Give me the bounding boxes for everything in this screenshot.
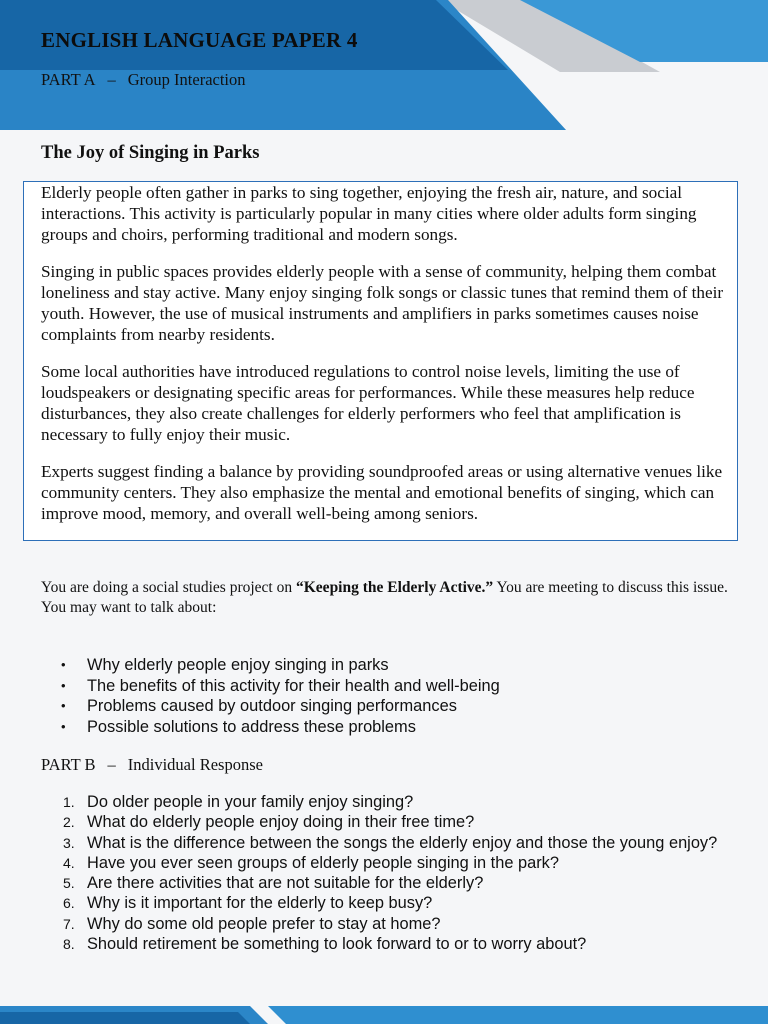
task-intro-after: You are meeting to discuss this issue. xyxy=(493,579,728,596)
question-text: Do older people in your family enjoy singing? xyxy=(87,793,414,811)
list-item-text: Problems caused by outdoor singing performances xyxy=(87,697,457,715)
part-a-label: PART A xyxy=(41,70,96,89)
question-item xyxy=(41,792,741,812)
article-paragraph: Some local authorities have introduced regulations to control noise levels, limiting the use of loudspeakers or designating specific areas for performances. While these measures help reduce disturbances, they also create challenges for elderly performers who feel that amplification is necessary to fully enjoy their music. xyxy=(41,362,695,444)
question-number: 4. xyxy=(63,854,75,871)
project-title: “Keeping the Elderly Active.” xyxy=(296,579,494,596)
bullet-icon: • xyxy=(61,677,66,693)
article-paragraph: Elderly people often gather in parks to sing together, enjoying the fresh air, nature, and social interactions. This activity is particularly popular in many cities where older adults form singing groups and choirs, performing traditional and modern songs. xyxy=(41,183,697,244)
task-prompt: You may want to talk about: xyxy=(41,598,217,616)
article-paragraph: Singing in public spaces provides elderly people with a sense of community, helping them combat loneliness and stay active. Many enjoy singing folk songs or classic tunes that remind them of their youth. However, the use of musical instruments and amplifiers in parks sometimes causes noise complaints from nearby residents. xyxy=(41,262,724,344)
question-item xyxy=(41,833,741,853)
question-text: Why do some old people prefer to stay at home? xyxy=(87,914,441,933)
list-item xyxy=(41,676,500,697)
part-a-dash: – xyxy=(107,70,116,89)
question-number: 5. xyxy=(63,875,75,892)
footer-light-blue-band xyxy=(268,1006,768,1024)
question-text: What is the difference between the songs the elderly enjoy and those the young enjoy? xyxy=(87,833,718,852)
discussion-points-list xyxy=(41,655,500,737)
question-number: 6. xyxy=(63,895,75,912)
list-item-text: The benefits of this activity for their health and well-being xyxy=(87,676,500,695)
list-item xyxy=(41,655,500,676)
article-title: The Joy of Singing in Parks xyxy=(41,143,260,163)
article-passage-box xyxy=(23,181,738,541)
question-number: 7. xyxy=(63,915,75,932)
bullet-icon: • xyxy=(61,657,66,672)
question-text: Should retirement be something to look forward to or to worry about? xyxy=(87,935,587,954)
question-number: 1. xyxy=(63,794,75,810)
question-text: Are there activities that are not suitable for the elderly? xyxy=(87,874,484,893)
part-b-heading xyxy=(41,755,263,775)
question-text: Have you ever seen groups of elderly people singing in the park? xyxy=(87,853,559,872)
task-instructions xyxy=(41,578,741,617)
part-a-title: Group Interaction xyxy=(127,70,246,89)
question-item xyxy=(41,914,741,934)
list-item-text: Possible solutions to address these problems xyxy=(87,717,416,736)
footer-dark-blue-band xyxy=(0,1012,250,1024)
question-text: Why is it important for the elderly to keep busy? xyxy=(87,894,433,913)
questions-list xyxy=(41,792,741,954)
question-number: 3. xyxy=(63,834,75,851)
bullet-icon: • xyxy=(61,698,66,713)
footer-banner xyxy=(0,998,768,1024)
part-b-dash: – xyxy=(107,755,116,774)
question-item xyxy=(41,853,741,873)
bullet-icon: • xyxy=(61,718,66,734)
part-b-label: PART B xyxy=(41,755,96,774)
question-text: What do elderly people enjoy doing in their free time? xyxy=(87,813,475,832)
part-b-title: Individual Response xyxy=(127,755,263,774)
list-item xyxy=(41,696,500,717)
task-intro-before: You are doing a social studies project on xyxy=(41,579,296,596)
question-item xyxy=(41,893,741,913)
question-number: 8. xyxy=(63,936,75,953)
question-number: 2. xyxy=(63,814,75,831)
question-item xyxy=(41,812,741,832)
list-item-text: Why elderly people enjoy singing in parks xyxy=(87,656,389,674)
paper-title: ENGLISH LANGUAGE PAPER 4 xyxy=(41,28,358,52)
question-item xyxy=(41,873,741,893)
question-item xyxy=(41,934,741,954)
list-item xyxy=(41,717,500,738)
part-a-heading xyxy=(41,70,246,90)
article-paragraph: Experts suggest finding a balance by providing soundproofed areas or using alternative venues like community centers. They also emphasize the mental and emotional benefits of singing, which can improve mood, memory, and overall well-being among seniors. xyxy=(41,462,723,523)
